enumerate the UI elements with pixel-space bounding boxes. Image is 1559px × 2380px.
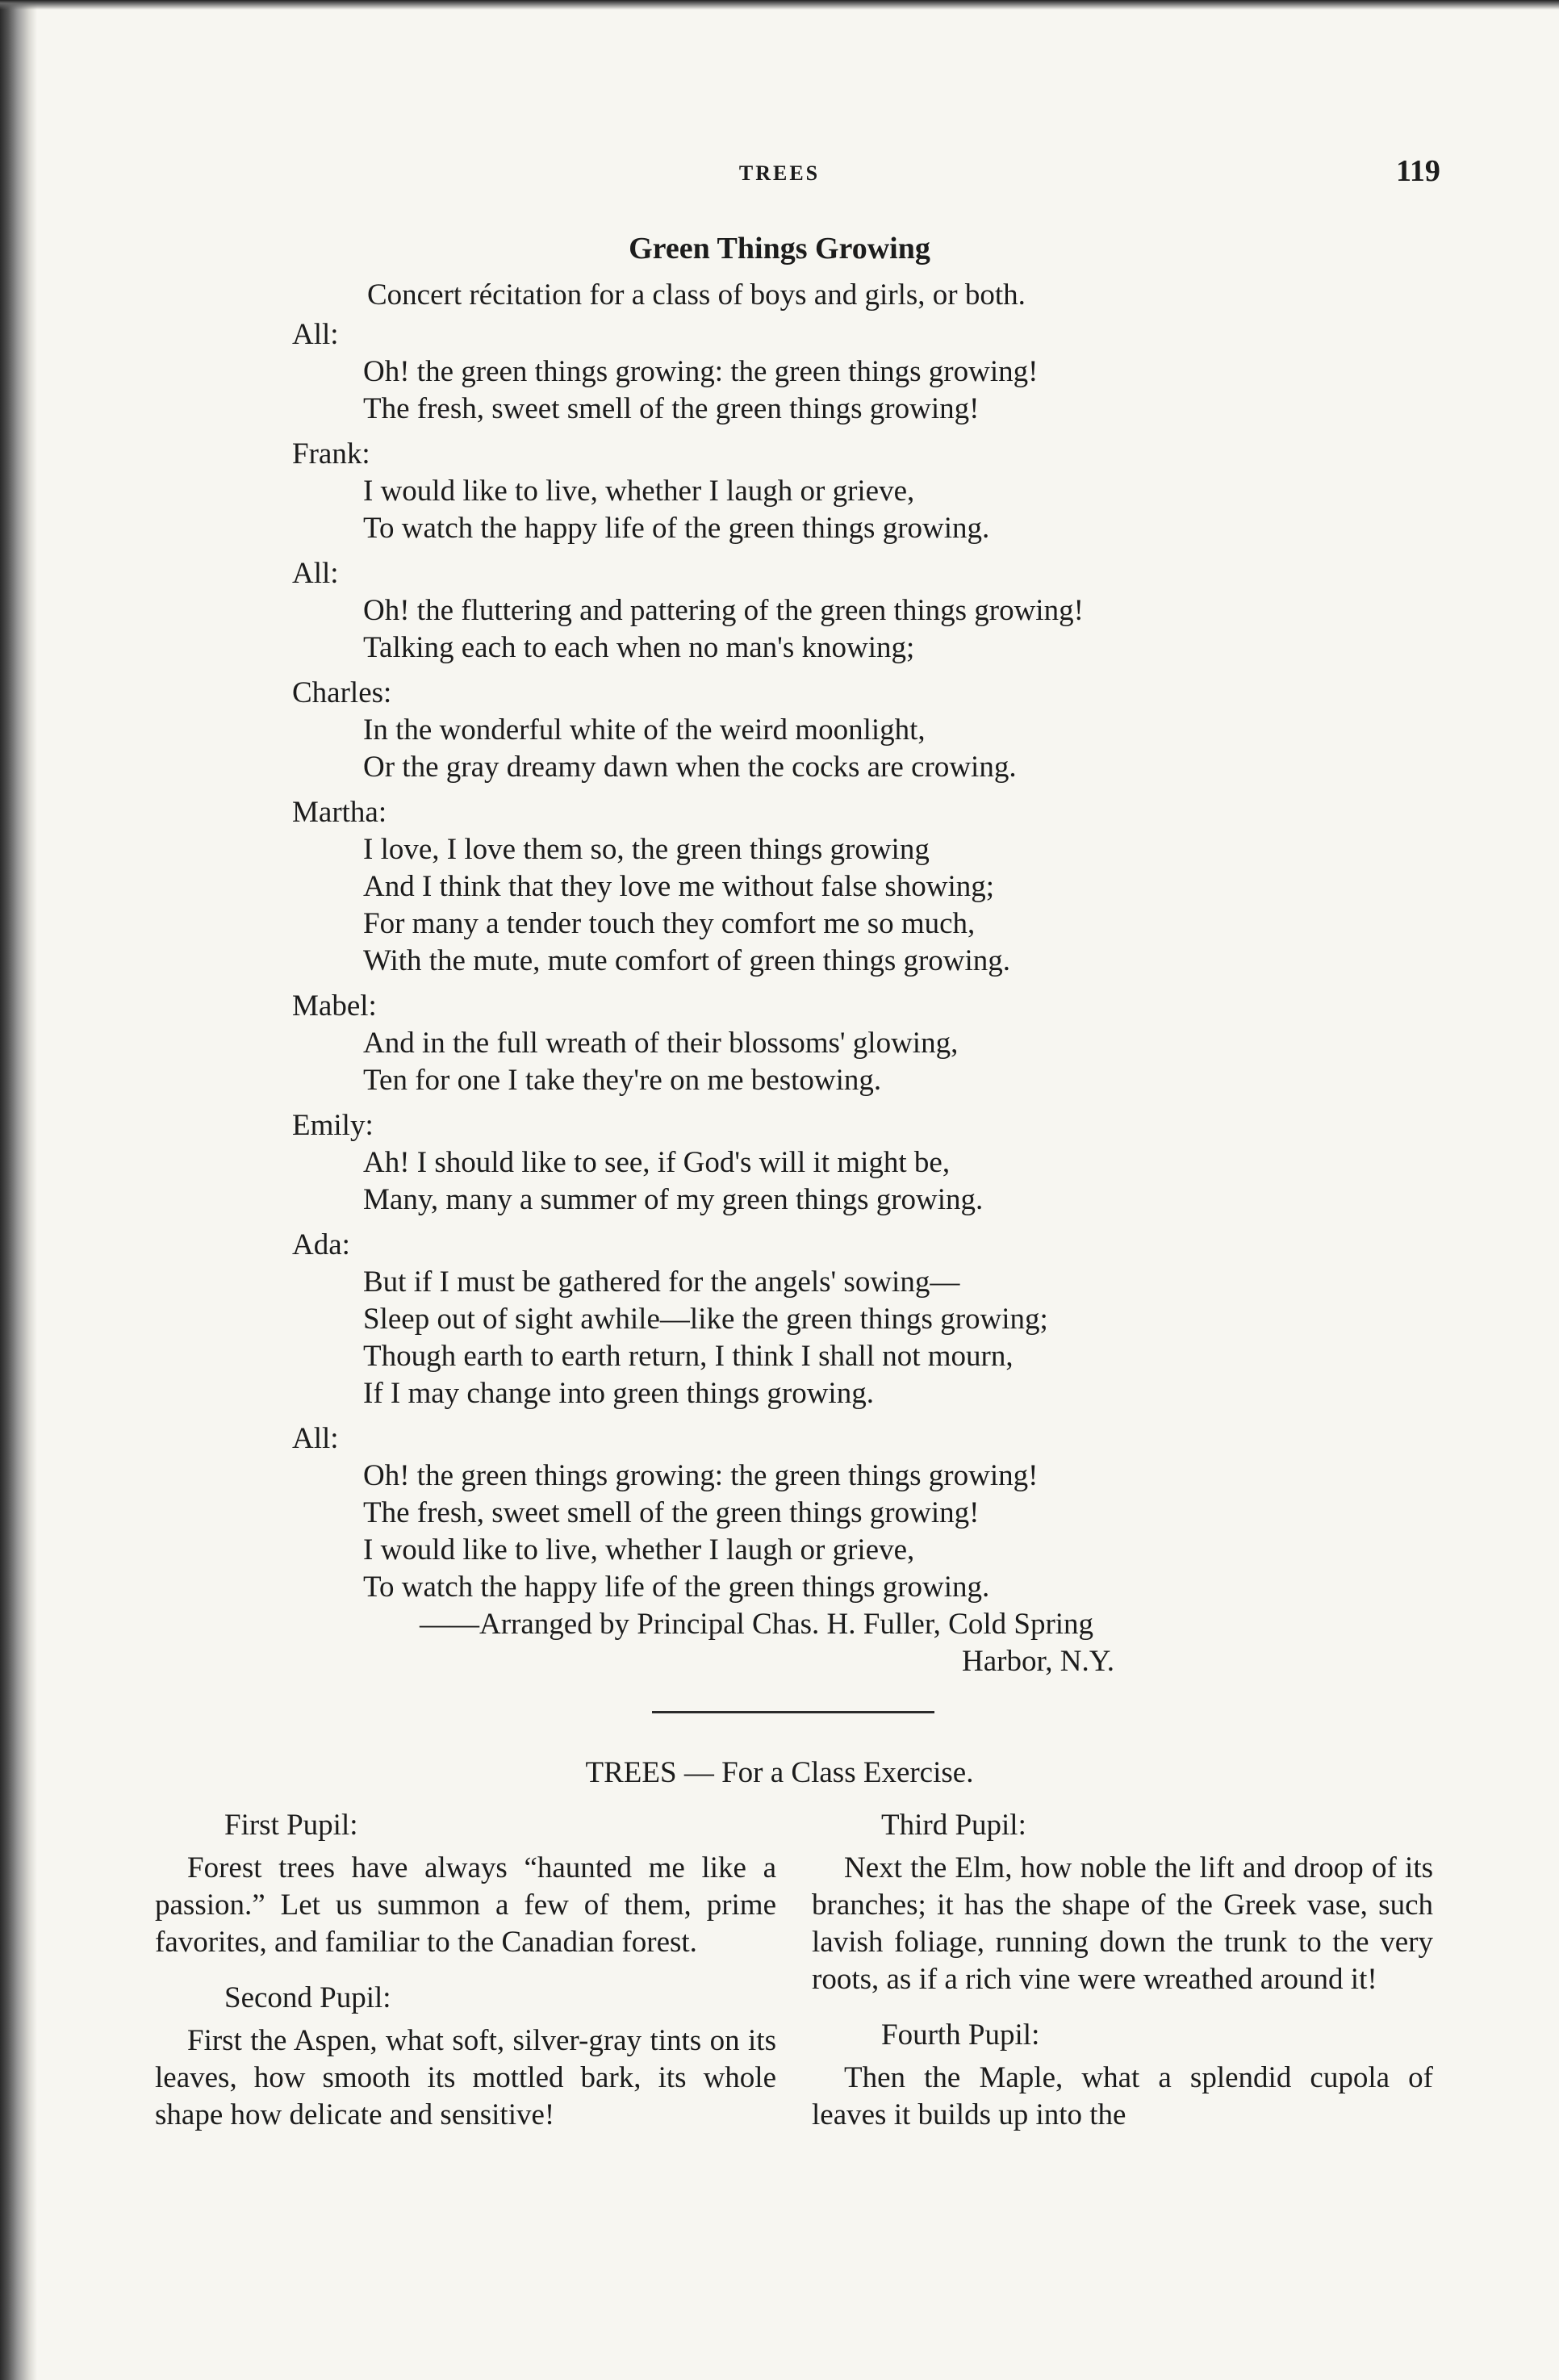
poem-line: Oh! the green things growing: the green things growing! [363, 1459, 1039, 1492]
pupil-paragraph: Forest trees have always “haunted me like a passion.” Let us summon a few of them, prime favorites, and familiar to the Canadian forest. [155, 1851, 776, 1959]
pupil-section [812, 1806, 1433, 1998]
poem-line: And I think that they love me without false showing; [363, 870, 995, 903]
poem-line: And in the full wreath of their blossoms' glowing, [363, 1027, 959, 1060]
speaker-label: All: [292, 1422, 339, 1455]
speaker-label: All: [292, 557, 339, 590]
poem-line: The fresh, sweet smell of the green things growing! [363, 392, 980, 425]
speaker-label: All: [292, 318, 339, 351]
poem-body [292, 316, 1406, 1614]
poem-line: For many a tender touch they comfort me so much, [363, 907, 976, 940]
speaker-label: Martha: [292, 796, 387, 829]
page-number: 119 [1396, 154, 1440, 188]
stanza [292, 1107, 1406, 1219]
poem-line: To watch the happy life of the green things growing. [363, 512, 990, 545]
poem-line: But if I must be gathered for the angels' sowing— [363, 1265, 960, 1299]
page-top-edge [0, 0, 1559, 10]
stanza [292, 675, 1406, 786]
speaker-label: Ada: [292, 1228, 350, 1261]
stanza [292, 1227, 1406, 1412]
pupil-paragraph: Then the Maple, what a splendid cupola of leaves it builds up into the [812, 2061, 1433, 2131]
poem-line: I would like to live, whether I laugh or grieve, [363, 1533, 915, 1566]
speaker-label: Emily: [292, 1109, 374, 1142]
poem-subtitle: Concert récitation for a class of boys and girls, or both. [367, 278, 1026, 312]
exercise-left-column [155, 1806, 776, 2152]
poem-line: I love, I love them so, the green things growing [363, 833, 930, 866]
poem-line: Many, many a summer of my green things growing. [363, 1183, 984, 1216]
stanza [292, 316, 1406, 428]
poem-line: With the mute, mute comfort of green things growing. [363, 944, 1011, 977]
stanza [292, 555, 1406, 667]
exercise-heading: TREES — For a Class Exercise. [585, 1756, 974, 1789]
exercise-right-column [812, 1806, 1433, 2152]
pupil-paragraph: First the Aspen, what soft, silver-gray tints on its leaves, how smooth its mottled bark, its whole shape how delicate and sensitive! [155, 2024, 776, 2131]
pupil-heading: First Pupil: [224, 1809, 358, 1842]
pupil-section [155, 1979, 776, 2134]
poem-line: Oh! the fluttering and pattering of the green things growing! [363, 594, 1084, 627]
poem-line: The fresh, sweet smell of the green things growing! [363, 1496, 980, 1529]
poem-line: In the wonderful white of the weird moonlight, [363, 713, 926, 747]
poem-line: Ah! I should like to see, if God's will it might be, [363, 1146, 951, 1179]
stanza [292, 988, 1406, 1099]
poem-line: Though earth to earth return, I think I shall not mourn, [363, 1340, 1014, 1373]
stanza [292, 794, 1406, 980]
speaker-label: Charles: [292, 676, 392, 709]
poem-line: If I may change into green things growing. [363, 1377, 874, 1410]
poem-line: Talking each to each when no man's knowing; [363, 631, 915, 664]
pupil-heading: Second Pupil: [224, 1981, 391, 2014]
pupil-section [155, 1806, 776, 1961]
running-head: TREES [738, 161, 821, 185]
pupil-heading: Third Pupil: [881, 1809, 1026, 1842]
poem-line: To watch the happy life of the green things growing. [363, 1571, 990, 1604]
poem-title: Green Things Growing [629, 232, 930, 266]
stanza [292, 1420, 1406, 1606]
poem-line: Ten for one I take they're on me bestowing. [363, 1064, 882, 1097]
attribution-line-1: ——Arranged by Principal Chas. H. Fuller, Cold Spring [420, 1608, 1094, 1641]
section-divider [652, 1711, 934, 1713]
speaker-label: Mabel: [292, 989, 377, 1023]
pupil-paragraph: Next the Elm, how noble the lift and droop of its branches; it has the shape of the Greek vase, such lavish foliage, running down the trunk to the very roots, as if a rich vine were wreathed around it! [812, 1851, 1433, 1996]
pupil-section [812, 2016, 1433, 2134]
poem-line: Or the gray dreamy dawn when the cocks are crowing. [363, 751, 1017, 784]
poem-line: Sleep out of sight awhile—like the green things growing; [363, 1303, 1048, 1336]
poem-attribution [420, 1606, 1114, 1680]
attribution-line-2: Harbor, N.Y. [962, 1645, 1114, 1678]
pupil-heading: Fourth Pupil: [881, 2018, 1040, 2052]
stanza [292, 436, 1406, 547]
poem-line: I would like to live, whether I laugh or grieve, [363, 475, 915, 508]
speaker-label: Frank: [292, 437, 370, 471]
page-binding-edge [0, 0, 37, 2380]
poem-line: Oh! the green things growing: the green things growing! [363, 355, 1039, 388]
